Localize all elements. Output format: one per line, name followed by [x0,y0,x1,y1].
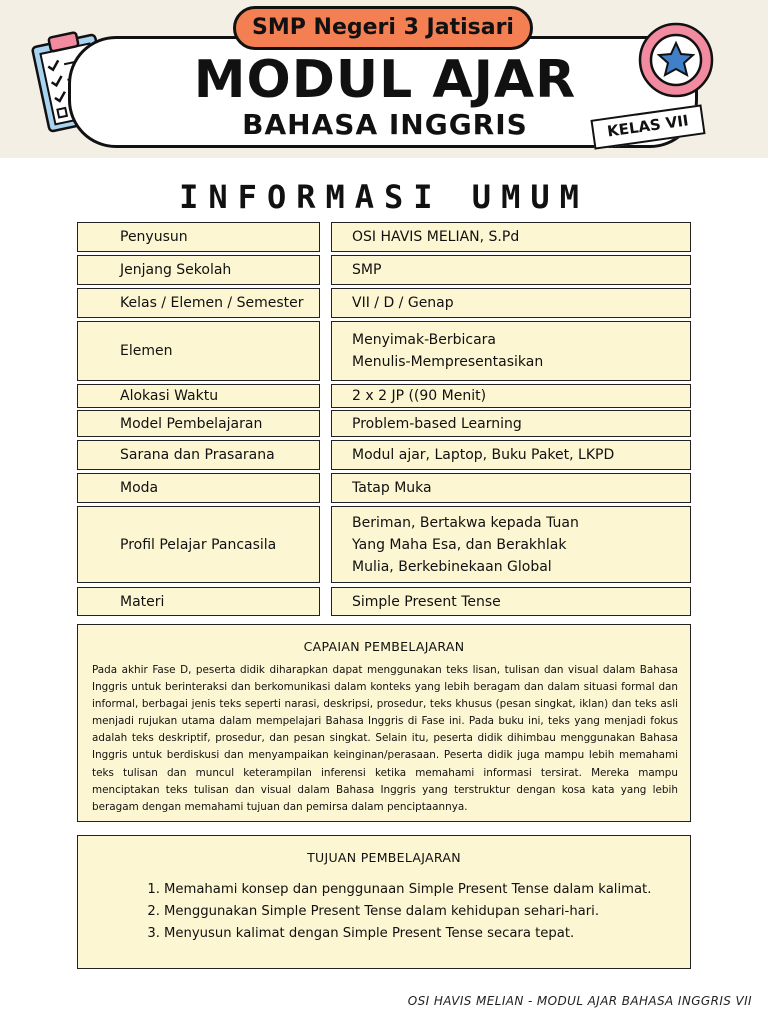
info-label: Profil Pelajar Pancasila [77,506,320,583]
section-title: INFORMASI UMUM [179,178,589,216]
capaian-box [77,624,691,822]
info-label: Sarana dan Prasarana [77,440,320,470]
tujuan-list [78,865,690,945]
footer-text: OSI HAVIS MELIAN - MODUL AJAR BAHASA INGGRIS VII [407,994,752,1008]
capaian-text: Pada akhir Fase D, peserta didik diharapkan dapat menggunakan teks lisan, tulisan dan visual dalam Bahasa Inggris untuk berinteraksi dan berkomunikasi dalam konteks yang lebih beragam dan dalam situasi formal dan informal, berbagai jenis teks seperti narasi, deskripsi, prosedur, teks khusus (pesan singkat, iklan) dan teks asli menjadi rujukan utama dalam mempelajari Bahasa Inggris di Fase ini. Pada buku ini, teks yang menjadi fokus adalah teks deskriptif, prosedur, dan pesan singkat. Selain itu, peserta didik dihimbau menggunakan Bahasa Inggris untuk berdiskusi dan menyampaikan keinginan/perasaan. Peserta didik juga mampu lebih memahami teks tulisan dan muncul keterampilan inferensi ketika memahami informasi tersirat. Mereka mampu menciptakan teks tulisan dan visual dalam Bahasa Inggris yang terstruktur dengan kosa kata yang lebih beragam dengan memahami tujuan dan pemirsa dalam penciptaannya. [92,664,678,813]
info-value: SMP [331,255,691,285]
info-label: Kelas / Elemen / Semester [77,288,320,318]
info-label: Model Pembelajaran [77,410,320,437]
info-value: Beriman, Bertakwa kepada Tuan Yang Maha Esa, dan Berakhlak Mulia, Berkebinekaan Global [331,506,691,583]
info-value: Simple Present Tense [331,587,691,616]
subject-title: BAHASA INGGRIS [242,108,528,141]
info-label: Moda [77,473,320,503]
info-value: Modul ajar, Laptop, Buku Paket, LKPD [331,440,691,470]
tujuan-box [77,835,691,969]
star-badge-icon [636,20,716,100]
info-value: Menyimak-Berbicara Menulis-Mempresentasikan [331,321,691,381]
module-title: MODUL AJAR [193,50,577,110]
info-value: VII / D / Genap [331,288,691,318]
tujuan-title: TUJUAN PEMBELAJARAN [307,850,461,865]
info-value: Problem-based Learning [331,410,691,437]
info-label: Alokasi Waktu [77,384,320,408]
info-value: 2 x 2 JP ((90 Menit) [331,384,691,408]
info-value: OSI HAVIS MELIAN, S.Pd [331,222,691,252]
list-item: 2. Menggunakan Simple Present Tense dalam kehidupan sehari-hari. [147,904,600,919]
info-value: Tatap Muka [331,473,691,503]
info-label: Materi [77,587,320,616]
list-item: 3. Menyusun kalimat dengan Simple Present Tense secara tepat. [147,926,575,941]
info-label: Jenjang Sekolah [77,255,320,285]
kelas-tag: KELAS VII [590,104,705,149]
info-label: Penyusun [77,222,320,252]
list-item: 1. Memahami konsep dan penggunaan Simple Present Tense dalam kalimat. [147,882,652,897]
capaian-title: CAPAIAN PEMBELAJARAN [303,639,465,654]
school-name: SMP Negeri 3 Jatisari [233,6,533,50]
info-label: Elemen [77,321,320,381]
